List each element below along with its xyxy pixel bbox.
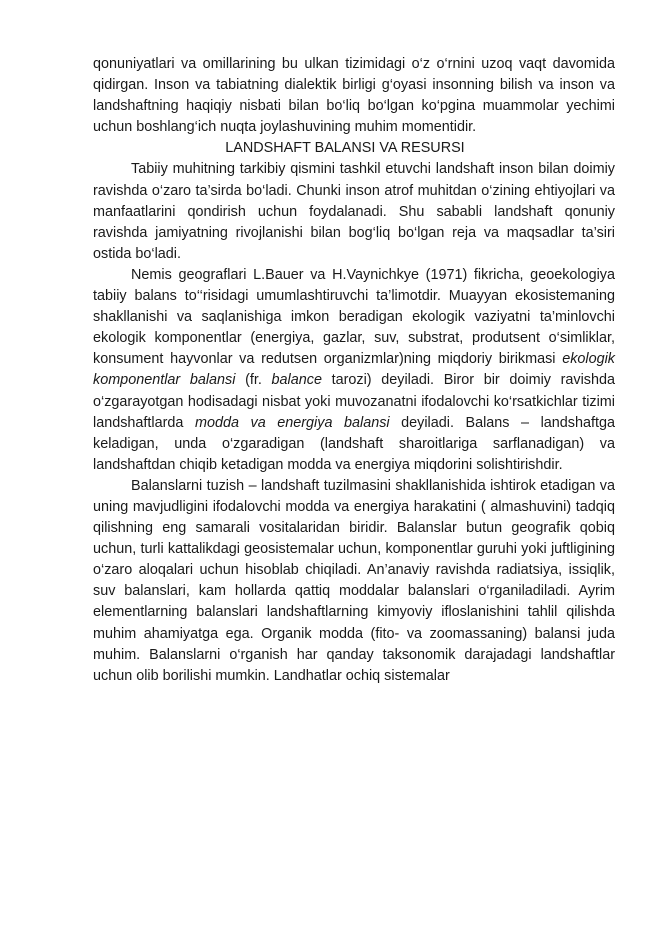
document-page (93, 54, 615, 687)
paragraph-geoecology-balance (93, 265, 615, 476)
paragraph-landscape-interaction: Tabiiy muhitning tarkibiy qismini tashkil etuvchi landshaft inson bilan doimiy ravishda o‘zaro ta’sirda bo‘ladi. Chunki inson atrof muhitdan o‘zining ehtiyojlari va manfaatlarini qondirish uchun foydalanadi. Shu sababli landshaft qonuniy ravishda jamiyatning rivojlanishi bilan bog‘liq bo‘lgan reja va maqsadlar ta’siri ostida bo‘ladi. (93, 161, 615, 262)
term-balance: balance (271, 372, 322, 389)
term-ecological-components-balance: ekologik komponentlar balansi (93, 351, 615, 389)
paragraph-text-segment: Nemis geograflari L.Bauer va H.Vaynichkye (1971) fikricha, geoekologiya tabiiy balans to‘‘risidagi umumlashtiruvchi ta’limotdir. Muayyan ekosistemaning shakllanishi va saqlanishiga imkon beradigan ekologik vaziyatni ta’minlovchi ekologik komponentlar (energiya, gazlar, suv, substrat, produtsent o‘simliklar, konsument hayvonlar va redutsen organizmlar)ning miqdoriy birikmasi (93, 266, 615, 368)
paragraph-text-segment: tarozi) deyiladi. Biror bir doimiy ravishda o‘zgarayotgan hodisadagi nisbat yoki muvozanatni ifodalovchi ko‘rsatkichlar tizimi landshaftlarda (93, 372, 615, 431)
section-heading: LANDSHAFT BALANSI VA RESURSI (225, 140, 465, 157)
paragraph-text-segment: (fr. (235, 372, 272, 389)
paragraph-continuation: qonuniyatlari va omillarining bu ulkan tizimidagi o‘z o‘rnini uzoq vaqt davomida qidirgan. Inson va tabiatning dialektik birligi g‘oyasi insonning bilish va inson va landshaftning haqiqiy nisbati bilan bo‘liq bo‘lgan ko‘pgina muammolar yechimi uchun boshlang‘ich nuqta joylashuvining muhim momentidir. (93, 56, 615, 136)
paragraph-balance-methods: Balanslarni tuzish – landshaft tuzilmasini shakllanishida ishtirok etadigan va uning mavjudligini ifodalovchi modda va energiya harakatini ( almashuvini) tadqiq qilishning eng samarali vositalaridan biridir. Balanslar butun geografik qobiq uchun, turli kattalikdagi geosistemalar uchun, komponentlar guruhi yoki juftligining o‘zaro aloqalari uchun hisoblab chiqiladi. An’anaviy ravishda radiatsiya, issiqlik, suv balanslari, kam hollarda qattiq moddalar balanslari o‘rganiladiladi. Ayrim elementlarning balanslari landshaftlarning kimyoviy ifloslanishini tahlil qilishda muhim ahamiyatga ega. Organik modda (fito- va zoomassaning) balansi juda muhim. Balanslarni o‘rganish har qanday taksonomik darajadagi landshaftlar uchun olib borilishi mumkin. Landhatlar ochiq sistemalar (93, 477, 615, 684)
term-matter-energy-balance: modda va energiya balansi (194, 414, 390, 431)
paragraph-text-segment: deyiladi. Balans – landshaftga keladigan, unda o‘zgaradigan (landshaft sharoitlariga sarflanadigan) va landshaftdan chiqib ketadigan modda va energiya miqdorini solishtirishdir. (93, 414, 615, 473)
